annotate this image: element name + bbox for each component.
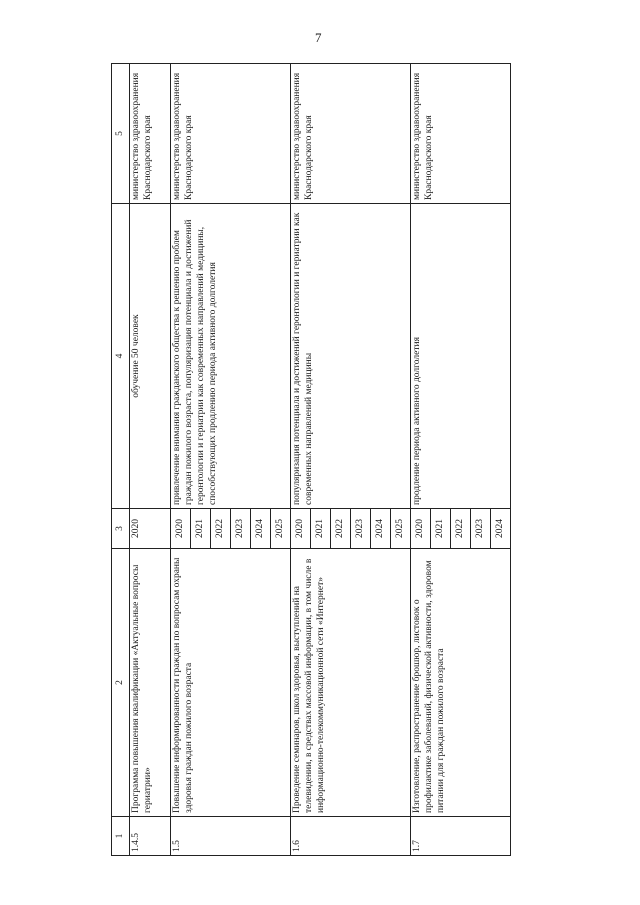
table-row bbox=[411, 64, 431, 856]
measures-table bbox=[111, 63, 511, 856]
item-year: 2025 bbox=[391, 509, 411, 549]
item-year: 2023 bbox=[351, 509, 371, 549]
item-name: Проведение семинаров, школ здоровья, выступлений на телевидении, в средствах массовой информации, в том числе в информационно-телекоммуникационной сети «Интернет» bbox=[291, 549, 411, 817]
item-year: 2022 bbox=[331, 509, 351, 549]
item-year: 2020 bbox=[130, 509, 171, 549]
item-number: 1.5 bbox=[171, 817, 291, 856]
table-row bbox=[291, 64, 311, 856]
item-result: привлечение внимания гражданского общества к решению проблем граждан пожилого возраста, популяризация потенциала и достижений геронтологии и гериатрии как современных направлений медицины, способствующих продлению периода активного долголетия bbox=[171, 204, 291, 509]
header-row bbox=[112, 64, 130, 856]
item-result: популяризация потенциала и достижений геронтологии и гериатрии как современных направлений медицины bbox=[291, 204, 411, 509]
item-year: 2023 bbox=[471, 509, 491, 549]
item-number: 1.4.5 bbox=[130, 817, 171, 856]
header-col-1: 1 bbox=[112, 817, 130, 856]
header-col-5: 5 bbox=[112, 64, 130, 204]
header-col-2: 2 bbox=[112, 549, 130, 817]
item-year: 2021 bbox=[191, 509, 211, 549]
item-name: Программа повышения квалификации «Актуальные вопросы гериатрии» bbox=[130, 549, 171, 817]
item-year: 2020 bbox=[171, 509, 191, 549]
item-year: 2020 bbox=[411, 509, 431, 549]
item-year: 2023 bbox=[231, 509, 251, 549]
page-number: 7 bbox=[315, 30, 322, 45]
item-number: 1.7 bbox=[411, 817, 511, 856]
item-executor: министерство здравоохранения Краснодарского края bbox=[130, 64, 171, 204]
item-result: обучение 50 человек bbox=[130, 204, 171, 509]
item-result: продление периода активного долголетия bbox=[411, 204, 511, 509]
header-col-4: 4 bbox=[112, 204, 130, 509]
item-year: 2024 bbox=[491, 509, 511, 549]
item-year: 2025 bbox=[271, 509, 291, 549]
item-year: 2024 bbox=[371, 509, 391, 549]
item-number: 1.6 bbox=[291, 817, 411, 856]
rotated-table-container bbox=[111, 64, 606, 856]
item-executor: министерство здравоохранения Краснодарского края bbox=[411, 64, 511, 204]
item-executor: министерство здравоохранения Краснодарского края bbox=[171, 64, 291, 204]
item-year: 2020 bbox=[291, 509, 311, 549]
item-name: Повышение информированности граждан по вопросам охраны здоровья граждан пожилого возраста bbox=[171, 549, 291, 817]
table-row bbox=[130, 64, 171, 856]
table-row bbox=[171, 64, 191, 856]
item-year: 2022 bbox=[451, 509, 471, 549]
header-col-3: 3 bbox=[112, 509, 130, 549]
item-executor: министерство здравоохранения Краснодарского края bbox=[291, 64, 411, 204]
item-year: 2022 bbox=[211, 509, 231, 549]
item-year: 2024 bbox=[251, 509, 271, 549]
item-name: Изготовление, распространение брошюр, листовок о профилактике заболеваний, физической активности, здоровом питании для граждан пожилого возраста bbox=[411, 549, 511, 817]
item-year: 2021 bbox=[311, 509, 331, 549]
item-year: 2021 bbox=[431, 509, 451, 549]
